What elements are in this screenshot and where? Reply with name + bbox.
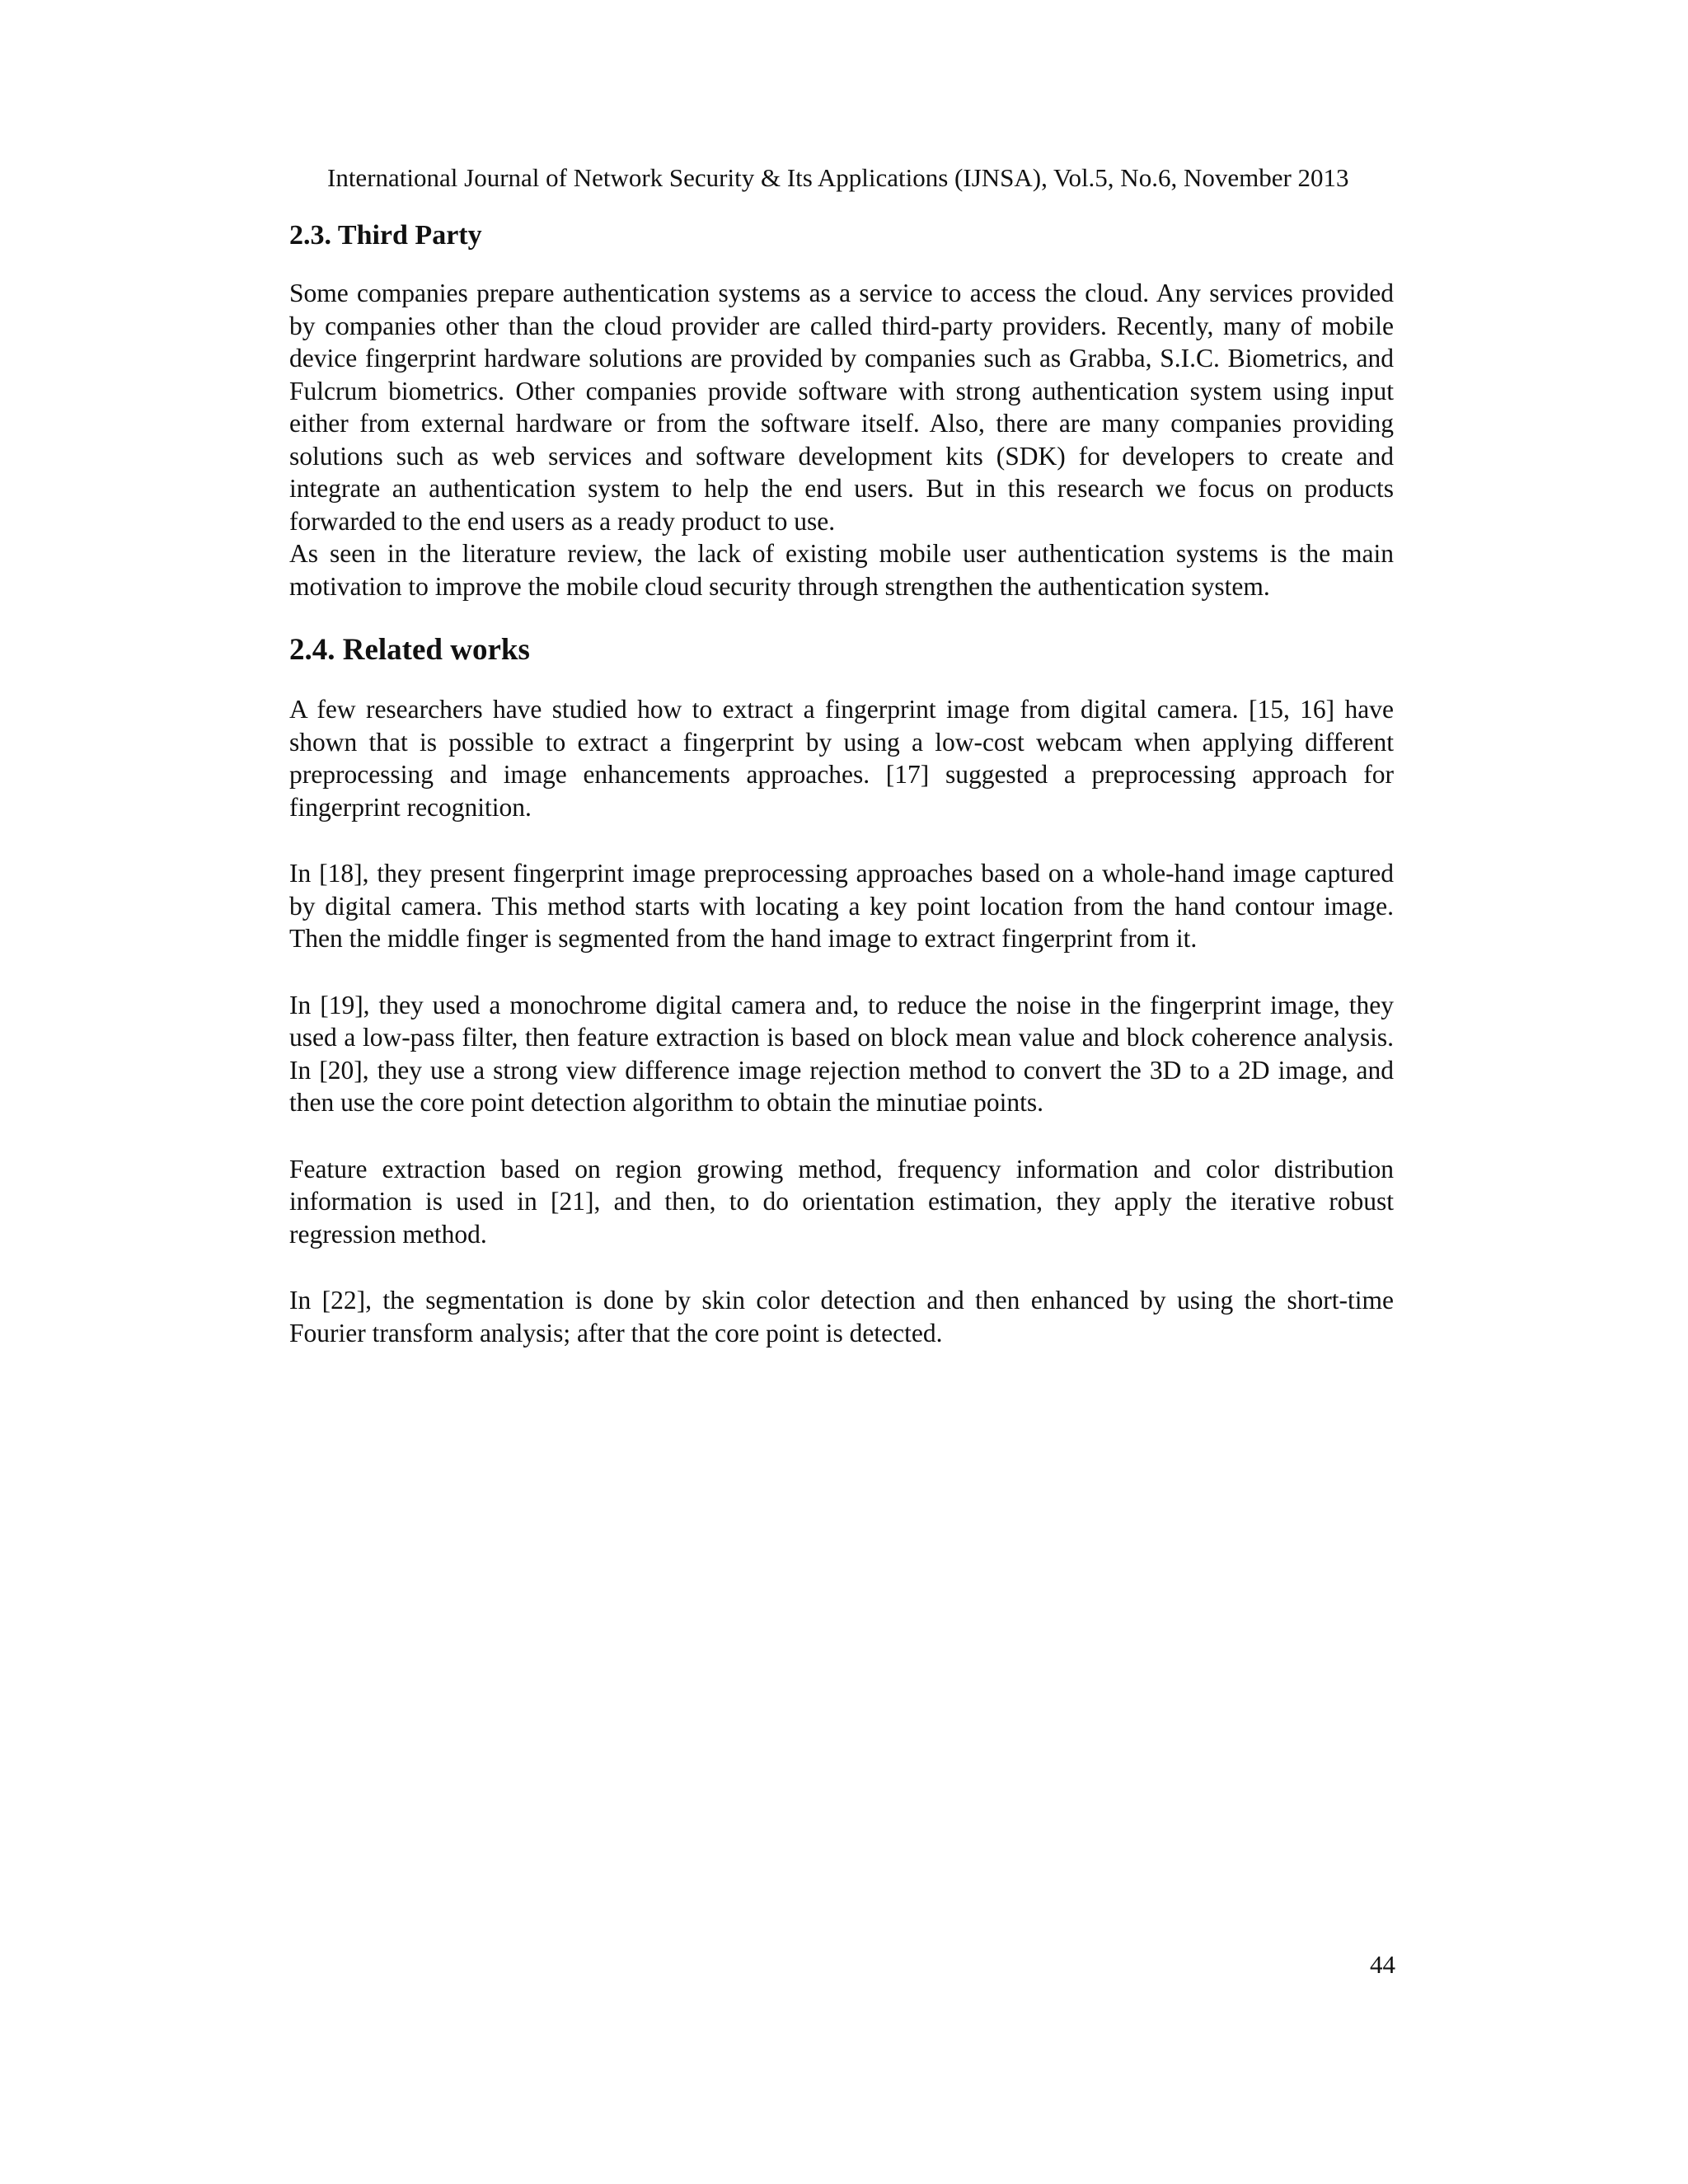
paragraph: Some companies prepare authentication systems as a service to access the cloud. Any services provided by companies other than the cloud provider are called third-party providers. Recently, many of mobile device fingerprint hardware solutions are provided by companies such as Grabba, S.I.C. Biometrics, and Fulcrum biometrics. Other companies provide software with strong authentication system using input either from external hardware or from the software itself. Also, there are many companies providing solutions such as web services and software development kits (SDK) for developers to create and integrate an authentication system to help the end users. But in this research we focus on products forwarded to the end users as a ready product to use. <box>289 279 1394 536</box>
paragraph: Feature extraction based on region growing method, frequency information and color distribution information is used in [21], and then, to do orientation estimation, they apply the iterative robust regression method. <box>289 1154 1394 1249</box>
page-number: 44 <box>1370 1950 1395 1979</box>
paragraph: In [19], they used a monochrome digital camera and, to reduce the noise in the fingerprint image, they used a low-pass filter, then feature extraction is based on block mean value and block coherence analysis. In [20], they use a strong view difference image rejection method to convert the 3D to a 2D image, and then use the core point detection algorithm to obtain the minutiae points. <box>289 990 1394 1117</box>
paragraph: In [22], the segmentation is done by skin color detection and then enhanced by using the short-time Fourier transform analysis; after that the core point is detected. <box>289 1286 1394 1347</box>
paragraph: In [18], they present fingerprint image preprocessing approaches based on a whole-hand image captured by digital camera. This method starts with locating a key point location from the hand contour image. Then the middle finger is segmented from the hand image to extract fingerprint from it. <box>289 859 1394 953</box>
page-body <box>289 216 1394 1349</box>
paragraph: A few researchers have studied how to extract a fingerprint image from digital camera. [15, 16] have shown that is possible to extract a fingerprint by using a low-cost webcam when applying different preprocessing and image enhancements approaches. [17] suggested a preprocessing approach for fingerprint recognition. <box>289 695 1394 822</box>
section-heading-third-party: 2.3. Third Party <box>289 220 482 251</box>
running-header: International Journal of Network Security & Its Applications (IJNSA), Vol.5, No.6, November 2013 <box>327 163 1349 192</box>
section-heading-related-works: 2.4. Related works <box>289 633 530 667</box>
paragraph: As seen in the literature review, the lack of existing mobile user authentication systems is the main motivation to improve the mobile cloud security through strengthen the authentication system. <box>289 539 1394 601</box>
